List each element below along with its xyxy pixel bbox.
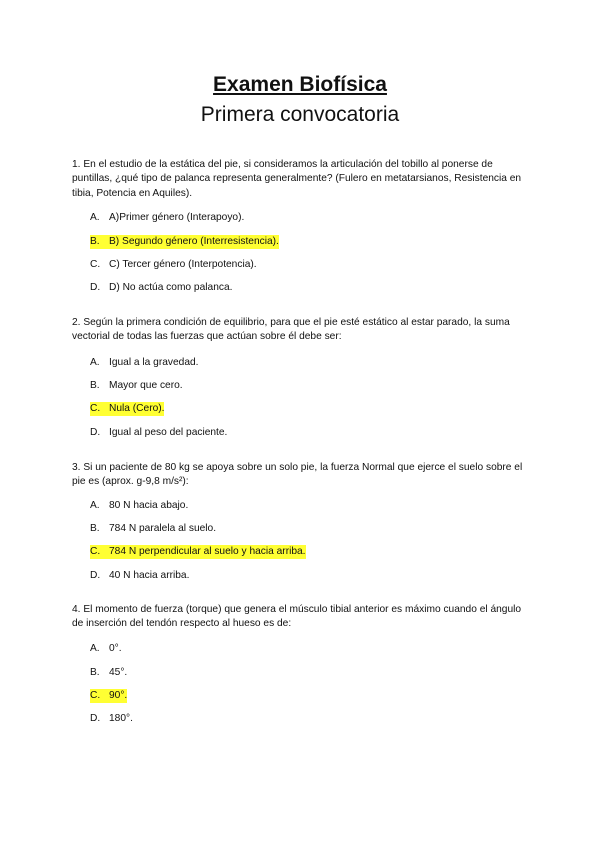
option-letter: A. [90,500,100,511]
option-text: C) Tercer género (Interpotencia). [109,259,257,270]
question-4-option-a [90,642,122,656]
option-letter: B. [90,236,100,247]
question-2-text: 2. Según la primera condición de equilibrio, para que el pie esté estático al estar parado, la suma vectorial de todas las fuerzas que actúan sobre él debe ser: [72,317,510,343]
option-letter: C. [90,403,101,414]
option-letter: D. [90,713,101,724]
option-text: D) No actúa como palanca. [109,282,233,293]
option-letter: B. [90,523,100,534]
question-1-option-d [90,281,232,295]
option-letter: B. [90,380,100,391]
option-text: Igual a la gravedad. [109,357,199,368]
question-1-text: 1. En el estudio de la estática del pie, si consideramos la articulación del tobillo al ponerse de puntillas, ¿qué tipo de palanca representa generalmente? (Fulero en metatarsianos, Resistencia en tibia, Potencia en Aquiles). [72,159,522,199]
question-1-option-a [90,211,244,225]
question-2-option-d [90,426,227,440]
option-text: Mayor que cero. [109,380,183,391]
option-text: A)Primer género (Interapoyo). [109,212,245,223]
question-1-option-c [90,258,257,272]
option-letter: D. [90,282,101,293]
option-text: 40 N hacia arriba. [109,570,190,581]
option-text: Igual al peso del paciente. [109,427,228,438]
question-3-option-b [90,522,216,536]
option-text: 90°. [109,690,128,701]
option-text: B) Segundo género (Interresistencia). [109,236,279,247]
option-text: 80 N hacia abajo. [109,500,189,511]
question-2-option-a [90,356,199,370]
question-3-option-d [90,569,189,583]
option-letter: C. [90,259,101,270]
option-text: 0°. [109,643,122,654]
question-4-option-b [90,666,127,680]
exam-subtitle: Primera convocatoria [200,103,400,126]
option-letter: C. [90,690,101,701]
question-3-option-a [90,499,188,513]
option-letter: A. [90,212,100,223]
option-letter: D. [90,570,101,581]
option-text: 45°. [109,667,128,678]
option-letter: B. [90,667,100,678]
option-text: 180°. [109,713,133,724]
option-text: Nula (Cero). [109,403,165,414]
question-3-option-c [90,545,306,559]
question-1-option-b [90,235,279,249]
exam-title: Examen Biofísica [213,73,387,96]
option-letter: C. [90,546,101,557]
question-2-option-b [90,379,183,393]
option-letter: D. [90,427,101,438]
option-text: 784 N paralela al suelo. [109,523,217,534]
option-letter: A. [90,643,100,654]
question-4-option-c [90,689,127,703]
option-text: 784 N perpendicular al suelo y hacia arriba. [109,546,306,557]
option-letter: A. [90,357,100,368]
question-4-option-d [90,712,133,726]
question-2-option-c [90,402,164,416]
question-3-text: 3. Si un paciente de 80 kg se apoya sobre un solo pie, la fuerza Normal que ejerce el suelo sobre el pie es (aprox. g-9,8 m/s²): [72,462,523,488]
question-4-text: 4. El momento de fuerza (torque) que genera el músculo tibial anterior es máximo cuando el ángulo de inserción del tendón respecto al hueso es de: [72,604,522,630]
